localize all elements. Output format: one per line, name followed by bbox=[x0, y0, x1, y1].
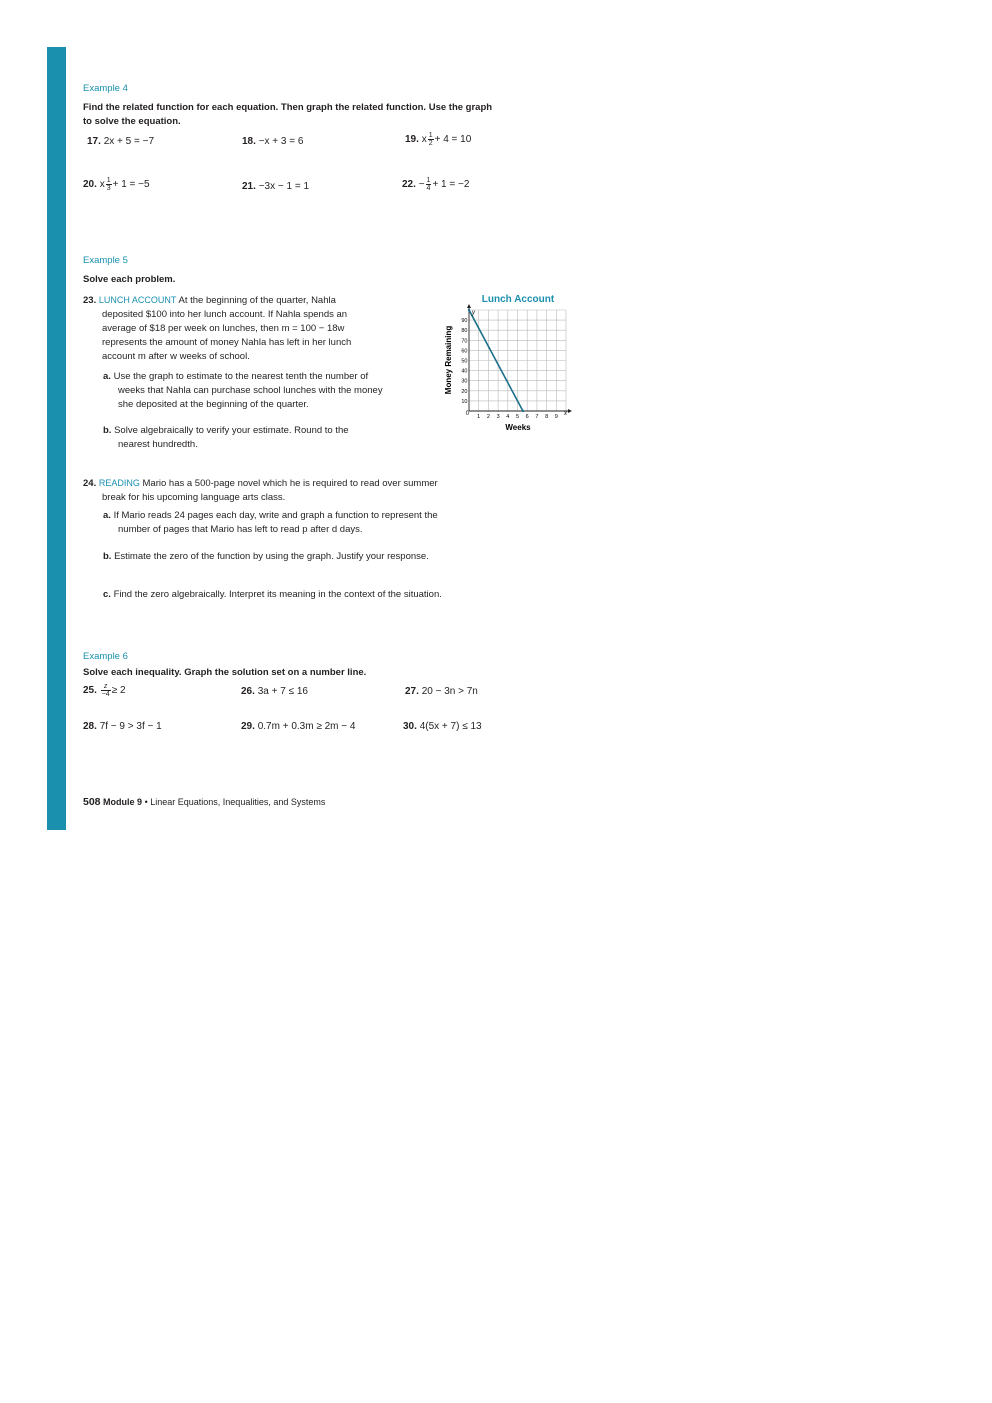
page-footer bbox=[83, 796, 325, 808]
problem-23b: b. Solve algebraically to verify your estimate. Round to the nearest hundredth. bbox=[103, 425, 349, 450]
example-5-label: Example 5 bbox=[83, 255, 128, 266]
problem-17: 17. 2x + 5 = −7 bbox=[87, 136, 155, 147]
y-tick-label: 70 bbox=[461, 338, 468, 345]
x-tick-label: 8 bbox=[545, 414, 549, 420]
y-tick-label: 80 bbox=[461, 328, 468, 335]
x-axis-letter: x bbox=[564, 411, 567, 417]
problem-24: 24. READING Mario has a 500-page novel which he is required to read over summer break for his upcoming language arts class. bbox=[83, 478, 438, 503]
problem-24c: c. Find the zero algebraically. Interpret its meaning in the context of the situation. bbox=[103, 589, 442, 600]
problem-19: 19. x $\frac{1}{2}$ + 4 = 10 bbox=[405, 132, 472, 147]
x-axis-arrow bbox=[568, 409, 572, 413]
y-tick-label: 20 bbox=[461, 388, 468, 395]
series-point bbox=[468, 309, 470, 311]
x-tick-label: 4 bbox=[506, 414, 510, 420]
y-tick-label: 60 bbox=[461, 348, 468, 355]
y-tick-label: 50 bbox=[461, 358, 468, 365]
origin-label: 0 bbox=[465, 411, 469, 417]
fraction: $\frac{z}{-4}$ bbox=[101, 683, 110, 698]
chart-grid bbox=[469, 310, 566, 411]
x-tick-label: 2 bbox=[486, 414, 490, 420]
x-tick-label: 3 bbox=[496, 414, 500, 420]
y-tick-label: 40 bbox=[461, 368, 468, 375]
fraction: $\frac{1}{4}$ bbox=[426, 177, 431, 192]
footer-bullet: • bbox=[144, 797, 148, 807]
x-tick-label: 6 bbox=[525, 414, 529, 420]
fraction: $\frac{1}{2}$ bbox=[428, 132, 433, 147]
x-tick-label: 1 bbox=[477, 414, 481, 420]
fraction: $\frac{1}{3}$ bbox=[106, 177, 111, 192]
side-accent-bar bbox=[47, 47, 66, 830]
x-tick-label: 7 bbox=[535, 414, 539, 420]
y-tick-label: 10 bbox=[461, 398, 468, 405]
x-axis-label: Weeks bbox=[505, 423, 531, 432]
chart-ticks bbox=[461, 318, 557, 420]
x-tick-label: 9 bbox=[554, 414, 558, 420]
example-4-instructions: Find the related function for each equation. Then graph the related function. Use the graph to solve the equation. bbox=[83, 102, 493, 127]
x-tick-label: 5 bbox=[515, 414, 520, 420]
y-tick-label: 30 bbox=[461, 378, 468, 385]
problem-27: 27. 20 − 3n > 7n bbox=[405, 686, 478, 697]
chart-title: Lunch Account bbox=[481, 294, 555, 305]
y-axis-arrow bbox=[467, 304, 471, 308]
example-6-label: Example 6 bbox=[83, 651, 128, 662]
module-label: Module 9 bbox=[103, 797, 143, 807]
problem-28: 28. 7f − 9 > 3f − 1 bbox=[83, 721, 162, 732]
module-title: Linear Equations, Inequalities, and Systems bbox=[150, 797, 326, 807]
page-number: 508 bbox=[83, 796, 101, 808]
problem-24b: b. Estimate the zero of the function by using the graph. Justify your response. bbox=[103, 551, 429, 562]
problem-23a: a. Use the graph to estimate to the nearest tenth the number of weeks that Nahla can purchase school lunches with the money she deposited at the beginning of the quarter. bbox=[103, 371, 383, 410]
problem-20: 20. x $\frac{1}{3}$ + 1 = −5 bbox=[83, 177, 150, 192]
problem-23: 23. LUNCH ACCOUNT At the beginning of the quarter, Nahla deposited $100 into her lunch account. If Nahla spends an average of $18 per week on lunches, then m = 100 − 18w represents the amount of money Nahla has left in her lunch account m after w weeks of school. bbox=[83, 295, 352, 362]
problem-22: 22. − $\frac{1}{4}$ + 1 = −2 bbox=[402, 177, 470, 192]
problem-21: 21. −3x − 1 = 1 bbox=[242, 181, 310, 192]
y-axis-letter: y bbox=[472, 310, 475, 316]
example-6-instructions: Solve each inequality. Graph the solution set on a number line. bbox=[83, 667, 367, 678]
problem-26: 26. 3a + 7 ≤ 16 bbox=[241, 686, 308, 697]
problem-25: 25. $\frac{z}{-4}$ ≥ 2 bbox=[83, 683, 126, 698]
example-4-label: Example 4 bbox=[83, 83, 128, 94]
example-5-instructions: Solve each problem. bbox=[83, 274, 176, 285]
y-axis-label: Money Remaining bbox=[444, 325, 453, 395]
y-tick-label: 90 bbox=[461, 318, 468, 325]
problem-18: 18. −x + 3 = 6 bbox=[242, 136, 304, 147]
lunch-account-chart bbox=[440, 290, 575, 435]
problem-30: 30. 4(5x + 7) ≤ 13 bbox=[403, 721, 482, 732]
problem-24a: a. If Mario reads 24 pages each day, write and graph a function to represent the number of pages that Mario has left to read p after d days. bbox=[103, 510, 438, 535]
problem-29: 29. 0.7m + 0.3m ≥ 2m − 4 bbox=[241, 721, 356, 732]
series-point bbox=[522, 410, 524, 412]
